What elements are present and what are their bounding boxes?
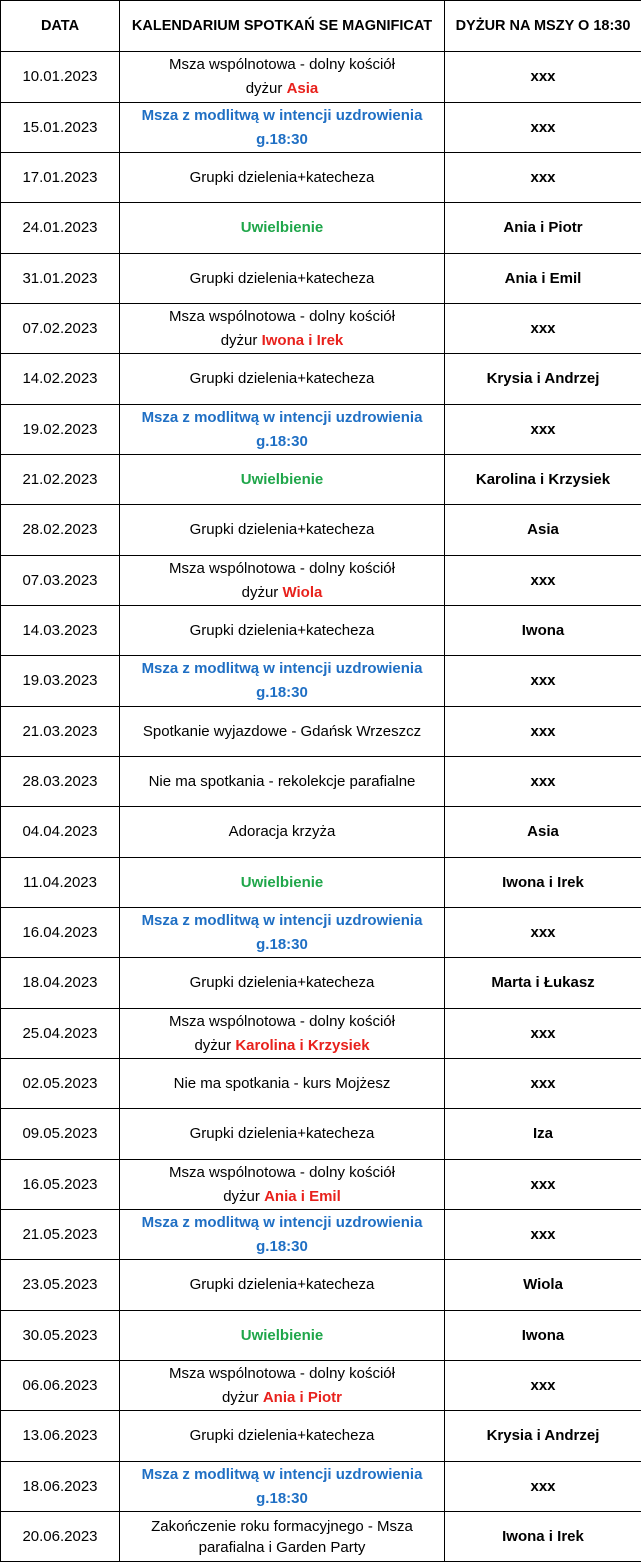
row-duty: xxx <box>445 1160 641 1210</box>
row-event <box>120 1059 445 1109</box>
event-duty-prefix: dyżur <box>246 80 287 97</box>
header-duty: DYŻUR NA MSZY O 18:30 <box>445 1 641 52</box>
table-row <box>1 858 641 908</box>
event-title: Grupki dzielenia+katecheza <box>122 166 442 190</box>
event-title: Msza z modlitwą w intencji uzdrowienia <box>122 657 442 681</box>
row-duty: xxx <box>445 556 641 606</box>
table-row <box>1 1009 641 1059</box>
row-date: 09.05.2023 <box>1 1109 120 1160</box>
table-row <box>1 1311 641 1361</box>
row-date: 10.01.2023 <box>1 52 120 103</box>
table-row <box>1 405 641 455</box>
event-title: Zakończenie roku formacyjnego - Msza <box>122 1516 442 1537</box>
event-duty-line <box>122 1185 442 1209</box>
row-duty: Iwona <box>445 606 641 656</box>
row-event <box>120 304 445 354</box>
event-duty-names: Ania i Piotr <box>263 1389 342 1406</box>
row-duty: Iwona <box>445 1311 641 1361</box>
row-event <box>120 354 445 405</box>
row-event <box>120 1462 445 1512</box>
row-duty: Karolina i Krzysiek <box>445 455 641 505</box>
header-date: DATA <box>1 1 120 52</box>
table-row <box>1 254 641 304</box>
table-row <box>1 1109 641 1160</box>
event-title: Adoracja krzyża <box>122 820 442 844</box>
table-row <box>1 707 641 757</box>
event-title: Grupki dzielenia+katecheza <box>122 619 442 643</box>
row-duty: xxx <box>445 656 641 707</box>
event-title: Msza z modlitwą w intencji uzdrowienia <box>122 1211 442 1235</box>
row-event <box>120 1109 445 1160</box>
row-date: 15.01.2023 <box>1 103 120 153</box>
event-duty-prefix: dyżur <box>242 584 283 601</box>
event-title: Msza wspólnotowa - dolny kościół <box>122 557 442 581</box>
row-event <box>120 1260 445 1311</box>
row-event <box>120 606 445 656</box>
row-date: 21.02.2023 <box>1 455 120 505</box>
table-row <box>1 103 641 153</box>
row-date: 20.06.2023 <box>1 1512 120 1562</box>
event-time: g.18:30 <box>122 933 442 957</box>
event-title: Nie ma spotkania - rekolekcje parafialne <box>122 770 442 794</box>
row-date: 13.06.2023 <box>1 1411 120 1462</box>
event-title: Grupki dzielenia+katecheza <box>122 367 442 391</box>
row-date: 16.04.2023 <box>1 908 120 958</box>
event-title: Msza wspólnotowa - dolny kościół <box>122 53 442 77</box>
event-duty-names: Ania i Emil <box>264 1188 341 1205</box>
row-duty: Iza <box>445 1109 641 1160</box>
row-event <box>120 153 445 203</box>
row-date: 30.05.2023 <box>1 1311 120 1361</box>
event-title: Grupki dzielenia+katecheza <box>122 1273 442 1297</box>
table-row <box>1 153 641 203</box>
event-title: Msza wspólnotowa - dolny kościół <box>122 1161 442 1185</box>
row-event <box>120 908 445 958</box>
table-row <box>1 1462 641 1512</box>
row-event <box>120 656 445 707</box>
row-date: 28.03.2023 <box>1 757 120 807</box>
table-row <box>1 656 641 707</box>
event-title: Nie ma spotkania - kurs Mojżesz <box>122 1072 442 1096</box>
event-duty-line <box>122 1034 442 1058</box>
event-time: g.18:30 <box>122 1235 442 1259</box>
row-date: 07.03.2023 <box>1 556 120 606</box>
event-title: Uwielbienie <box>122 216 442 240</box>
event-title: Grupki dzielenia+katecheza <box>122 1122 442 1146</box>
row-event <box>120 958 445 1009</box>
table-row <box>1 304 641 354</box>
event-title: Msza z modlitwą w intencji uzdrowienia <box>122 406 442 430</box>
event-title: Spotkanie wyjazdowe - Gdańsk Wrzeszcz <box>122 720 442 744</box>
event-duty-line <box>122 77 442 101</box>
row-date: 28.02.2023 <box>1 505 120 556</box>
event-duty-names: Asia <box>287 80 319 97</box>
row-duty: xxx <box>445 405 641 455</box>
row-event <box>120 103 445 153</box>
table-row <box>1 958 641 1009</box>
row-duty: Wiola <box>445 1260 641 1311</box>
row-duty: xxx <box>445 707 641 757</box>
row-event <box>120 1210 445 1260</box>
row-date: 25.04.2023 <box>1 1009 120 1059</box>
table-row <box>1 203 641 254</box>
row-duty: xxx <box>445 153 641 203</box>
row-date: 31.01.2023 <box>1 254 120 304</box>
row-event <box>120 1160 445 1210</box>
row-duty: Asia <box>445 505 641 556</box>
event-title: Msza z modlitwą w intencji uzdrowienia <box>122 104 442 128</box>
event-duty-prefix: dyżur <box>194 1037 235 1054</box>
event-time: g.18:30 <box>122 681 442 705</box>
event-time: g.18:30 <box>122 128 442 152</box>
event-duty-names: Karolina i Krzysiek <box>235 1037 369 1054</box>
row-date: 06.06.2023 <box>1 1361 120 1411</box>
table-row <box>1 455 641 505</box>
row-date: 23.05.2023 <box>1 1260 120 1311</box>
row-duty: Iwona i Irek <box>445 858 641 908</box>
row-date: 04.04.2023 <box>1 807 120 858</box>
row-event <box>120 254 445 304</box>
row-event <box>120 1009 445 1059</box>
event-time: g.18:30 <box>122 430 442 454</box>
row-event <box>120 52 445 103</box>
table-row <box>1 807 641 858</box>
event-title: Uwielbienie <box>122 871 442 895</box>
event-subtitle: parafialna i Garden Party <box>122 1537 442 1558</box>
row-event <box>120 405 445 455</box>
row-duty: Krysia i Andrzej <box>445 1411 641 1462</box>
row-event <box>120 203 445 254</box>
row-date: 16.05.2023 <box>1 1160 120 1210</box>
header-row <box>1 1 641 52</box>
row-event <box>120 1361 445 1411</box>
event-title: Msza wspólnotowa - dolny kościół <box>122 1010 442 1034</box>
table-row <box>1 1210 641 1260</box>
table-row <box>1 1059 641 1109</box>
row-event <box>120 807 445 858</box>
table-row <box>1 1160 641 1210</box>
event-duty-prefix: dyżur <box>222 1389 263 1406</box>
table-row <box>1 1512 641 1562</box>
row-duty: Marta i Łukasz <box>445 958 641 1009</box>
event-duty-line <box>122 1386 442 1410</box>
row-duty: Ania i Piotr <box>445 203 641 254</box>
event-duty-names: Iwona i Irek <box>262 332 344 349</box>
event-title: Msza z modlitwą w intencji uzdrowienia <box>122 1463 442 1487</box>
row-duty: xxx <box>445 1361 641 1411</box>
header-event: KALENDARIUM SPOTKAŃ SE MAGNIFICAT <box>120 1 445 52</box>
row-duty: xxx <box>445 1059 641 1109</box>
event-title: Grupki dzielenia+katecheza <box>122 1424 442 1448</box>
row-duty: xxx <box>445 908 641 958</box>
table-row <box>1 505 641 556</box>
event-duty-line <box>122 581 442 605</box>
row-date: 14.03.2023 <box>1 606 120 656</box>
row-event <box>120 1411 445 1462</box>
row-duty: xxx <box>445 757 641 807</box>
row-duty: Krysia i Andrzej <box>445 354 641 405</box>
row-event <box>120 757 445 807</box>
event-duty-line <box>122 329 442 353</box>
table-row <box>1 556 641 606</box>
row-date: 21.03.2023 <box>1 707 120 757</box>
event-title: Msza wspólnotowa - dolny kościół <box>122 1362 442 1386</box>
row-date: 19.02.2023 <box>1 405 120 455</box>
event-title: Msza wspólnotowa - dolny kościół <box>122 305 442 329</box>
table-row <box>1 757 641 807</box>
event-title: Grupki dzielenia+katecheza <box>122 971 442 995</box>
table-row <box>1 354 641 405</box>
row-date: 02.05.2023 <box>1 1059 120 1109</box>
row-duty: xxx <box>445 1210 641 1260</box>
table-row <box>1 606 641 656</box>
row-date: 18.06.2023 <box>1 1462 120 1512</box>
event-title: Grupki dzielenia+katecheza <box>122 518 442 542</box>
table-row <box>1 1361 641 1411</box>
event-duty-prefix: dyżur <box>221 332 262 349</box>
row-date: 07.02.2023 <box>1 304 120 354</box>
row-event <box>120 858 445 908</box>
table-row <box>1 52 641 103</box>
row-date: 18.04.2023 <box>1 958 120 1009</box>
row-date: 17.01.2023 <box>1 153 120 203</box>
event-title: Grupki dzielenia+katecheza <box>122 267 442 291</box>
row-event <box>120 455 445 505</box>
row-event <box>120 1311 445 1361</box>
event-title: Uwielbienie <box>122 1324 442 1348</box>
row-duty: xxx <box>445 1462 641 1512</box>
schedule-body <box>1 52 641 1562</box>
row-duty: Asia <box>445 807 641 858</box>
row-duty: xxx <box>445 103 641 153</box>
row-date: 21.05.2023 <box>1 1210 120 1260</box>
event-title: Uwielbienie <box>122 468 442 492</box>
event-duty-prefix: dyżur <box>223 1188 264 1205</box>
row-date: 11.04.2023 <box>1 858 120 908</box>
table-row <box>1 908 641 958</box>
event-duty-names: Wiola <box>282 584 322 601</box>
table-row <box>1 1260 641 1311</box>
row-date: 19.03.2023 <box>1 656 120 707</box>
event-title: Msza z modlitwą w intencji uzdrowienia <box>122 909 442 933</box>
row-duty: xxx <box>445 1009 641 1059</box>
row-duty: Iwona i Irek <box>445 1512 641 1562</box>
table-row <box>1 1411 641 1462</box>
row-date: 14.02.2023 <box>1 354 120 405</box>
row-event <box>120 505 445 556</box>
row-event <box>120 707 445 757</box>
row-date: 24.01.2023 <box>1 203 120 254</box>
row-event <box>120 1512 445 1562</box>
row-duty: Ania i Emil <box>445 254 641 304</box>
row-event <box>120 556 445 606</box>
row-duty: xxx <box>445 304 641 354</box>
event-time: g.18:30 <box>122 1487 442 1511</box>
row-duty: xxx <box>445 52 641 103</box>
